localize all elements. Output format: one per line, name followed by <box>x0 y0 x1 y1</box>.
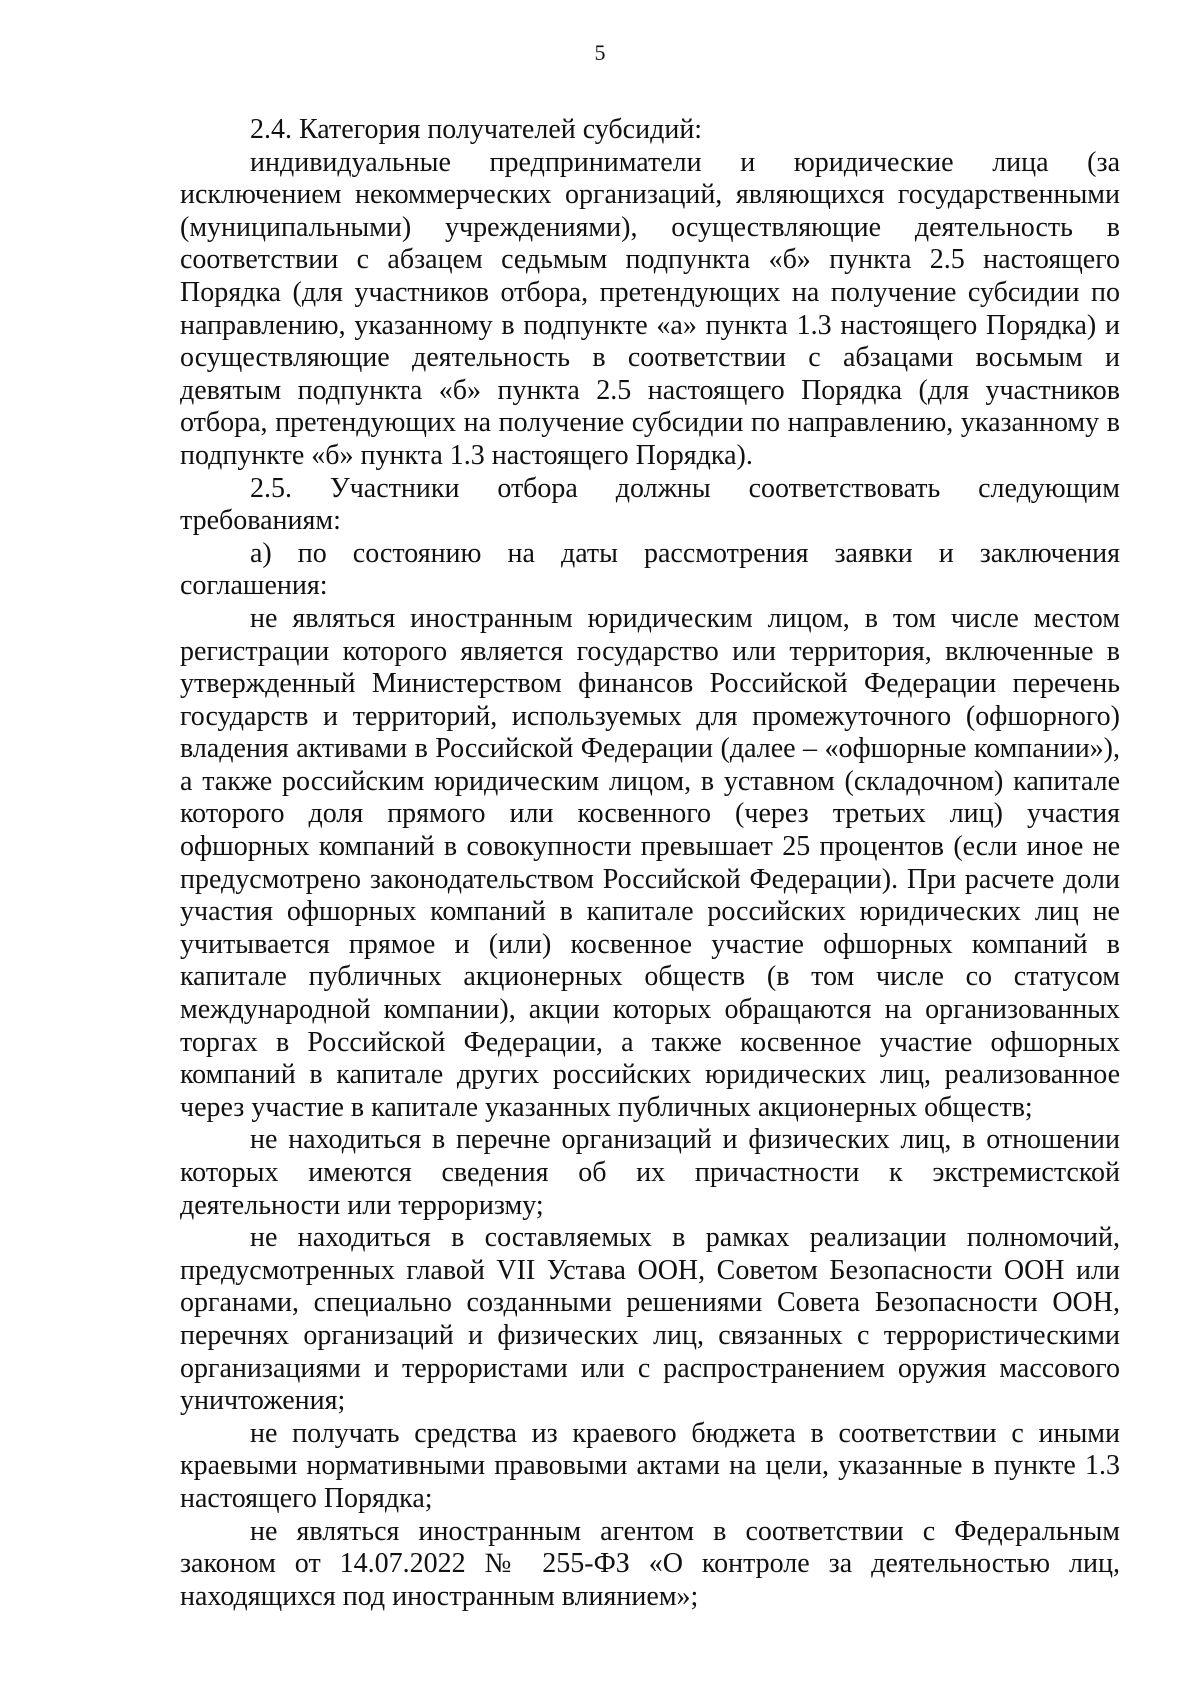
paragraph-foreign-agent-requirement: не являться иностранным агентом в соответствии с Федеральным законом от 14.07.2022 № 255-ФЗ «О контроле за деятельностью лиц, находящихся под иностранным влиянием»; <box>180 1515 1120 1612</box>
paragraph-2-5-heading: 2.5. Участники отбора должны соответствовать следующим требованиям: <box>180 472 1120 537</box>
paragraph-offshore-requirement: не являться иностранным юридическим лицом, в том числе местом регистрации которого является государство или территория, включенные в утвержденный Министерством финансов Российской Федерации перечень государств и территорий, используемых для промежуточного (офшорного) владения активами в Российской Федерации (далее – «офшорные компании»), а также российским юридическим лицом, в уставном (складочном) капитале которого доля прямого или косвенного (через третьих лиц) участия офшорных компаний в совокупности превышает 25 процентов (если иное не предусмотрено законодательством Российской Федерации). При расчете доли участия офшорных компаний в капитале российских юридических лиц не учитывается прямое и (или) косвенное участие офшорных компаний в капитале публичных акционерных обществ (в том числе со статусом международной компании), акции которых обращаются на организованных торгах в Российской Федерации, а также косвенное участие офшорных компаний в капитале других российских юридических лиц, реализованное через участие в капитале указанных публичных акционерных обществ; <box>180 602 1120 1123</box>
document-body <box>180 114 1120 1613</box>
paragraph-recipients-category: индивидуальные предприниматели и юридические лица (за исключением некоммерческих организаций, являющихся государственными (муниципальными) учреждениями), осуществляющие деятельность в соответствии с абзацем седьмым подпункта «б» пункта 2.5 настоящего Порядка (для участников отбора, претендующих на получение субсидии по направлению, указанному в подпункте «а» пункта 1.3 настоящего Порядка) и осуществляющие деятельность в соответствии с абзацами восьмым и девятым подпункта «б» пункта 2.5 настоящего Порядка (для участников отбора, претендующих на получение субсидии по направлению, указанному в подпункте «б» пункта 1.3 настоящего Порядка). <box>180 146 1120 471</box>
page-number: 5 <box>594 40 606 65</box>
paragraph-un-lists-requirement: не находиться в составляемых в рамках реализации полномочий, предусмотренных главой VII Устава ООН, Советом Безопасности ООН или органами, специально созданными решениями Совета Безопасности ООН, перечнях организаций и физических лиц, связанных с террористическими организациями и террористами или с распространением оружия массового уничтожения; <box>180 1222 1120 1417</box>
paragraph-subclause-a: а) по состоянию на даты рассмотрения заявки и заключения соглашения: <box>180 537 1120 602</box>
paragraph-2-4-heading: 2.4. Категория получателей субсидий: <box>250 114 703 145</box>
paragraph-regional-budget-requirement: не получать средства из краевого бюджета в соответствии с иными краевыми нормативными правовыми актами на цели, указанные в пункте 1.3 настоящего Порядка; <box>180 1417 1120 1514</box>
paragraph-extremism-requirement: не находиться в перечне организаций и физических лиц, в отношении которых имеются сведения об их причастности к экстремистской деятельности или терроризму; <box>180 1124 1120 1221</box>
